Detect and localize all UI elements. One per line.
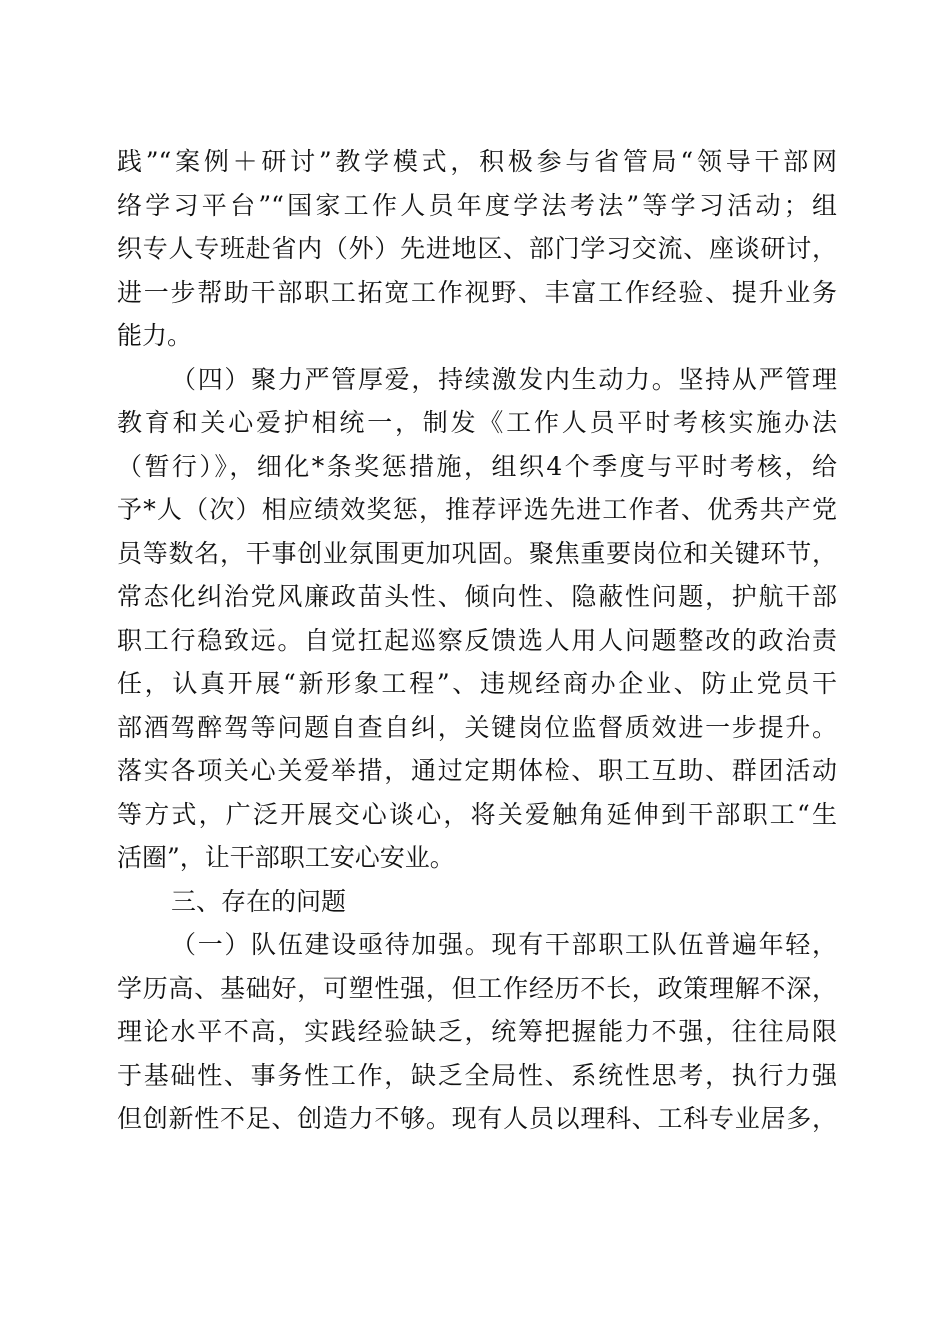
text-line: 于基础性、事务性工作，缺乏全局性、系统性思考，执行力强 [117, 1060, 837, 1090]
text-line: （暂行）》，细化*条奖惩措施，组织4个季度与平时考核，给 [117, 451, 837, 481]
text-line: （四）聚力严管厚爱，持续激发内生动力。坚持从严管理 [171, 364, 837, 394]
text-line: 能力。 [117, 321, 193, 350]
text-line: （一）队伍建设亟待加强。现有干部职工队伍普遍年轻， [171, 930, 837, 959]
text-line: 但创新性不足、创造力不够。现有人员以理科、工科专业居多， [117, 1104, 837, 1133]
text-line: 织专人专班赴省内（外）先进地区、部门学习交流、座谈研讨， [117, 234, 837, 263]
text-line: 进一步帮助干部职工拓宽工作视野、丰富工作经验、提升业务 [117, 277, 837, 307]
text-line: 三、存在的问题 [171, 886, 347, 916]
text-line: 任，认真开展“新形象工程”、违规经商办企业、防止党员干 [117, 669, 837, 698]
text-line: 部酒驾醉驾等问题自查自纠，关键岗位监督质效进一步提升。 [117, 712, 837, 742]
text-line: 活圈”，让干部职工安心安业。 [117, 843, 455, 872]
text-line: 络学习平台”“国家工作人员年度学法考法”等学习活动；组 [117, 190, 837, 220]
text-line: 理论水平不高，实践经验缺乏，统筹把握能力不强，往往局限 [117, 1017, 837, 1046]
text-line: 等方式，广泛开展交心谈心，将关爱触角延伸到干部职工“生 [117, 799, 837, 829]
document-body [117, 140, 837, 1141]
text-line: 践”“案例＋研讨”教学模式，积极参与省管局“领导干部网 [117, 147, 837, 176]
text-line: 员等数名，干事创业氛围更加巩固。聚焦重要岗位和关键环节， [117, 538, 837, 568]
text-line: 学历高、基础好，可塑性强，但工作经历不长，政策理解不深， [117, 973, 837, 1003]
text-line: 予*人（次）相应绩效奖惩，推荐评选先进工作者、优秀共产党 [117, 495, 837, 524]
text-line: 常态化纠治党风廉政苗头性、倾向性、隐蔽性问题，护航干部 [117, 582, 837, 611]
text-line: 落实各项关心关爱举措，通过定期体检、职工互助、群团活动 [117, 756, 837, 785]
text-line: 教育和关心爱护相统一，制发《工作人员平时考核实施办法 [117, 408, 837, 437]
text-line: 职工行稳致远。自觉扛起巡察反馈选人用人问题整改的政治责 [117, 625, 837, 655]
